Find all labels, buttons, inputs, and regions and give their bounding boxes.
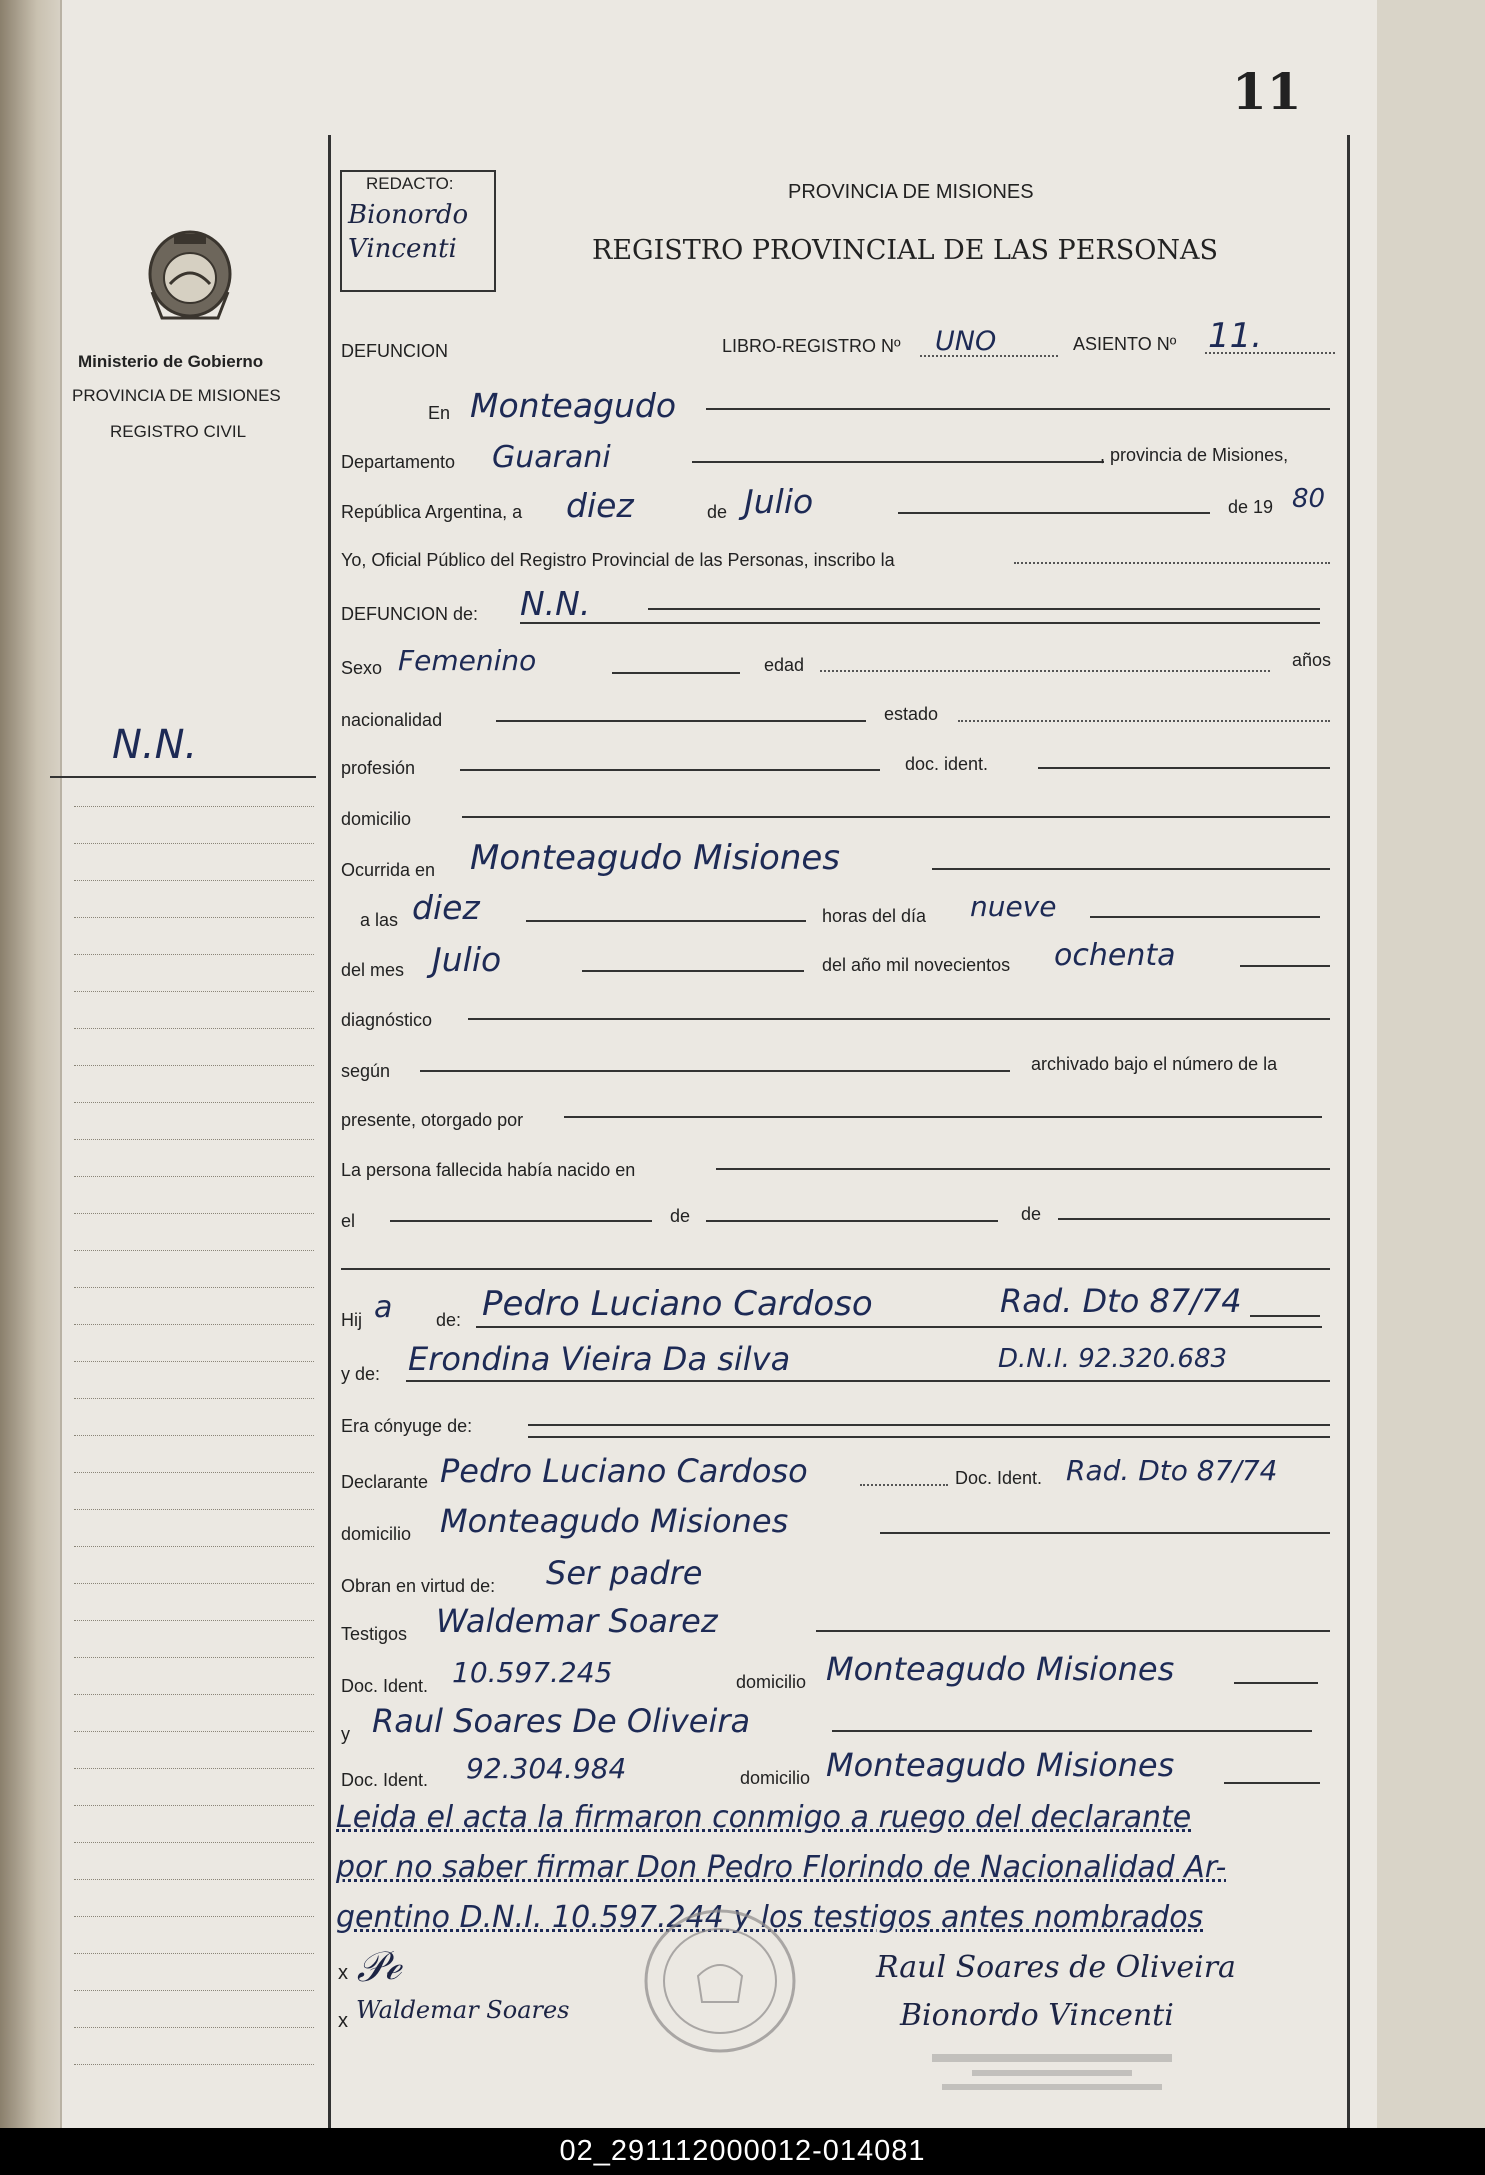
- w1-doc-label: Doc. Ident.: [341, 1676, 429, 1696]
- libro-dots: [920, 355, 1058, 357]
- declarante-doc-value: Rad. Dto 87/74: [1066, 1454, 1278, 1487]
- domicilio-rule: [462, 816, 1330, 818]
- margin-rule-line: [74, 1213, 314, 1214]
- book-spine: [0, 0, 62, 2128]
- redacto-signature: Bionordo Vincenti: [348, 200, 469, 264]
- deceased-value: N.N.: [520, 584, 591, 623]
- margin-rule-line: [74, 843, 314, 844]
- w1-dom-rule: [1234, 1682, 1318, 1684]
- province-header: PROVINCIA DE MISIONES: [788, 181, 1034, 203]
- libro-value: UNO: [935, 326, 997, 357]
- deceased-rule-2: [520, 622, 1320, 624]
- el-label: el: [341, 1211, 356, 1231]
- dia-value: nueve: [970, 890, 1057, 923]
- hij-label: Hij: [341, 1310, 362, 1330]
- mother-underline: [406, 1380, 1330, 1382]
- nacido-label: La persona fallecida había nacido en: [341, 1160, 636, 1180]
- statement-dots: [1014, 562, 1330, 564]
- ano-value: ochenta: [1054, 938, 1176, 973]
- margin-rule-line: [74, 2027, 314, 2028]
- witness2-rule: [832, 1730, 1312, 1732]
- alas-rule: [526, 920, 806, 922]
- scan-id-footer: 02_291112000012-014081: [0, 2128, 1485, 2175]
- conyuge-rule: [528, 1424, 1330, 1426]
- presente-label: presente, otorgado por: [341, 1110, 524, 1130]
- redacto-box: [340, 170, 496, 292]
- margin-rule-line: [74, 1879, 314, 1880]
- witness1-name: Waldemar Soarez: [436, 1602, 718, 1640]
- ano-label: del año mil novecientos: [822, 955, 1011, 975]
- declarante-doc-label: Doc. Ident.: [955, 1468, 1043, 1488]
- w1-dom-label: domicilio: [736, 1672, 807, 1692]
- archivado-label: archivado bajo el número de la: [1031, 1054, 1278, 1074]
- day-value: diez: [566, 486, 634, 525]
- margin-rule-line: [74, 1287, 314, 1288]
- signature-officer: Bionordo Vincenti: [900, 1998, 1174, 2033]
- margin-rule-line: [74, 1694, 314, 1695]
- declarant-domicilio-label: domicilio: [341, 1524, 412, 1544]
- father-name: Pedro Luciano Cardoso: [482, 1284, 873, 1324]
- declarant-domicilio-value: Monteagudo Misiones: [440, 1502, 789, 1540]
- mother-name: Erondina Vieira Da silva: [408, 1340, 791, 1378]
- witness1-rule: [816, 1630, 1330, 1632]
- margin-rule-line: [74, 1953, 314, 1954]
- note-line-3: gentino D.N.I. 10.597.244 y los testigos antes nombrados: [336, 1900, 1204, 1935]
- profesion-rule: [460, 769, 880, 771]
- sexo-label: Sexo: [341, 658, 383, 678]
- doc-label: doc. ident.: [905, 754, 989, 774]
- depto-rule: [692, 461, 1104, 463]
- ministry-label: Ministerio de Gobierno: [78, 352, 264, 371]
- de2-rule: [1058, 1218, 1330, 1220]
- signature-flourish: 𝒫ℯ: [354, 1942, 403, 1992]
- mes-label: del mes: [341, 960, 405, 980]
- margin-rule-line: [74, 1028, 314, 1029]
- ocurrida-rule: [932, 868, 1330, 870]
- margin-rule-line: [74, 1657, 314, 1658]
- mes-rule: [582, 970, 804, 972]
- margin-rule-line: [74, 1250, 314, 1251]
- en-rule: [706, 408, 1330, 410]
- declarante-value: Pedro Luciano Cardoso: [440, 1452, 808, 1490]
- en-label: En: [428, 403, 451, 423]
- el-rule: [390, 1220, 652, 1222]
- estado-dots: [958, 720, 1330, 722]
- margin-rule-line: [74, 1324, 314, 1325]
- libro-label: LIBRO-REGISTRO Nº: [722, 336, 901, 356]
- margin-rule-line: [74, 1768, 314, 1769]
- declarant-domicilio-rule: [880, 1532, 1330, 1534]
- sexo-rule: [612, 672, 740, 674]
- margin-rule-line: [74, 917, 314, 918]
- obran-label: Obran en virtud de:: [341, 1576, 496, 1596]
- record-type: DEFUNCION: [341, 341, 448, 361]
- deceased-rule: [648, 608, 1320, 610]
- father-rule: [1250, 1315, 1320, 1317]
- conyuge-rule-2: [528, 1436, 1330, 1438]
- estado-label: estado: [884, 704, 939, 724]
- redacto-label: REDACTO:: [366, 174, 454, 193]
- conyuge-label: Era cónyuge de:: [341, 1416, 473, 1436]
- ano-rule: [1240, 965, 1330, 967]
- margin-note: N.N.: [112, 722, 198, 768]
- diagnostico-label: diagnóstico: [341, 1010, 433, 1030]
- alas-label: a las: [360, 910, 399, 930]
- margin-rule-line: [74, 1620, 314, 1621]
- margin-rule-line: [74, 1176, 314, 1177]
- witness2-name: Raul Soares De Oliveira: [372, 1702, 751, 1740]
- margin-rule-line: [74, 1435, 314, 1436]
- month-rule: [898, 512, 1210, 514]
- edad-label: edad: [764, 655, 805, 675]
- nacionalidad-label: nacionalidad: [341, 710, 443, 730]
- domicilio-label: domicilio: [341, 809, 412, 829]
- declarante-label: Declarante: [341, 1472, 429, 1492]
- w1-doc-value: 10.597.245: [452, 1656, 613, 1689]
- w1-dom-value: Monteagudo Misiones: [826, 1650, 1175, 1688]
- father-doc: Rad. Dto 87/74: [1000, 1282, 1242, 1320]
- ocurrida-label: Ocurrida en: [341, 860, 436, 880]
- segun-label: según: [341, 1061, 391, 1081]
- faded-stamp: [912, 2048, 1192, 2108]
- margin-rule-line: [74, 1102, 314, 1103]
- margin-rule-line: [74, 991, 314, 992]
- margin-rule-line: [74, 1805, 314, 1806]
- segun-rule: [420, 1070, 1010, 1072]
- parent-de-label: de:: [436, 1310, 462, 1330]
- margin-rule-line: [74, 1139, 314, 1140]
- de-label: de: [707, 502, 728, 522]
- margin-rule-line: [74, 1731, 314, 1732]
- asiento-value: 11.: [1208, 316, 1263, 356]
- anos-label: años: [1292, 650, 1332, 670]
- margin-rule-line: [74, 1472, 314, 1473]
- de1-rule: [706, 1220, 998, 1222]
- month-value: Julio: [744, 482, 814, 521]
- margin-rule-line: [74, 806, 314, 807]
- nacionalidad-rule: [496, 720, 866, 722]
- mother-doc: D.N.I. 92.320.683: [998, 1344, 1228, 1374]
- deceased-label: DEFUNCION de:: [341, 604, 479, 624]
- margin-rule-line: [74, 1546, 314, 1547]
- margin-rule-line: [74, 1842, 314, 1843]
- profesion-label: profesión: [341, 758, 416, 778]
- republica-label: República Argentina, a: [341, 502, 523, 522]
- de1-label: de: [670, 1206, 691, 1226]
- declarante-dots: [860, 1484, 948, 1486]
- depto-label: Departamento: [341, 452, 456, 472]
- margin-rule-line: [74, 1916, 314, 1917]
- signature-waldemar: Waldemar Soares: [356, 1996, 570, 2024]
- blank-rule: [341, 1268, 1330, 1270]
- signature-raul: Raul Soares de Oliveira: [876, 1950, 1236, 1985]
- w2-dom-value: Monteagudo Misiones: [826, 1746, 1175, 1784]
- hij-suffix: a: [374, 1290, 393, 1325]
- presente-rule: [564, 1116, 1322, 1118]
- w2-dom-label: domicilio: [740, 1768, 811, 1788]
- note-line-1: Leida el acta la firmaron conmigo a ruego del declarante: [336, 1800, 1192, 1835]
- diagnostico-rule: [468, 1018, 1330, 1020]
- ocurrida-value: Monteagudo Misiones: [470, 838, 841, 878]
- w2-doc-label: Doc. Ident.: [341, 1770, 429, 1790]
- mes-value: Julio: [432, 940, 502, 979]
- testigos-label: Testigos: [341, 1624, 408, 1644]
- margin-rule-line: [74, 954, 314, 955]
- sexo-value: Femenino: [398, 644, 537, 677]
- registry-label: REGISTRO CIVIL: [110, 422, 247, 441]
- asiento-label: ASIENTO Nº: [1073, 334, 1177, 354]
- signature-mark-1: x: [338, 1962, 348, 1984]
- page-number: 11: [1232, 62, 1302, 121]
- w2-doc-value: 92.304.984: [466, 1752, 627, 1785]
- edad-dots: [820, 670, 1270, 672]
- w2-dom-rule: [1224, 1782, 1320, 1784]
- doc-rule: [1038, 767, 1330, 769]
- de2-label: de: [1021, 1204, 1042, 1224]
- margin-rule-line: [74, 880, 314, 881]
- obran-value: Ser padre: [546, 1554, 703, 1592]
- provincia-suffix: , provincia de Misiones,: [1100, 445, 1289, 465]
- margin-rule-line: [74, 2064, 314, 2065]
- margin-rule-line: [74, 1583, 314, 1584]
- official-stamp-icon: [640, 1906, 800, 2056]
- father-underline: [476, 1326, 1322, 1328]
- alas-value: diez: [412, 888, 480, 927]
- provincial-seal-icon: [140, 222, 240, 327]
- signature-mark-2: x: [338, 2010, 348, 2032]
- margin-rule-line: [74, 1065, 314, 1066]
- margin-rule-line: [74, 1509, 314, 1510]
- margin-rule-line: [74, 1398, 314, 1399]
- dia-rule: [1090, 916, 1320, 918]
- y-label: y: [341, 1724, 350, 1744]
- nacido-rule: [716, 1168, 1330, 1170]
- province-label-left: PROVINCIA DE MISIONES: [72, 386, 281, 405]
- en-value: Monteagudo: [470, 386, 677, 425]
- year-value: 80: [1292, 484, 1326, 514]
- margin-rule-line: [74, 1990, 314, 1991]
- year-label: de 19: [1228, 497, 1274, 517]
- margin-rule: [50, 776, 316, 778]
- yde-label: y de:: [341, 1364, 381, 1384]
- statement: Yo, Oficial Público del Registro Provincial de las Personas, inscribo la: [341, 550, 895, 570]
- horas-label: horas del día: [822, 906, 927, 926]
- asiento-dots: [1205, 352, 1335, 354]
- note-line-2: por no saber firmar Don Pedro Florindo de Nacionalidad Ar-: [336, 1850, 1227, 1885]
- depto-value: Guarani: [492, 440, 611, 475]
- margin-rule-line: [74, 1361, 314, 1362]
- registry-title: REGISTRO PROVINCIAL DE LAS PERSONAS: [592, 235, 1219, 266]
